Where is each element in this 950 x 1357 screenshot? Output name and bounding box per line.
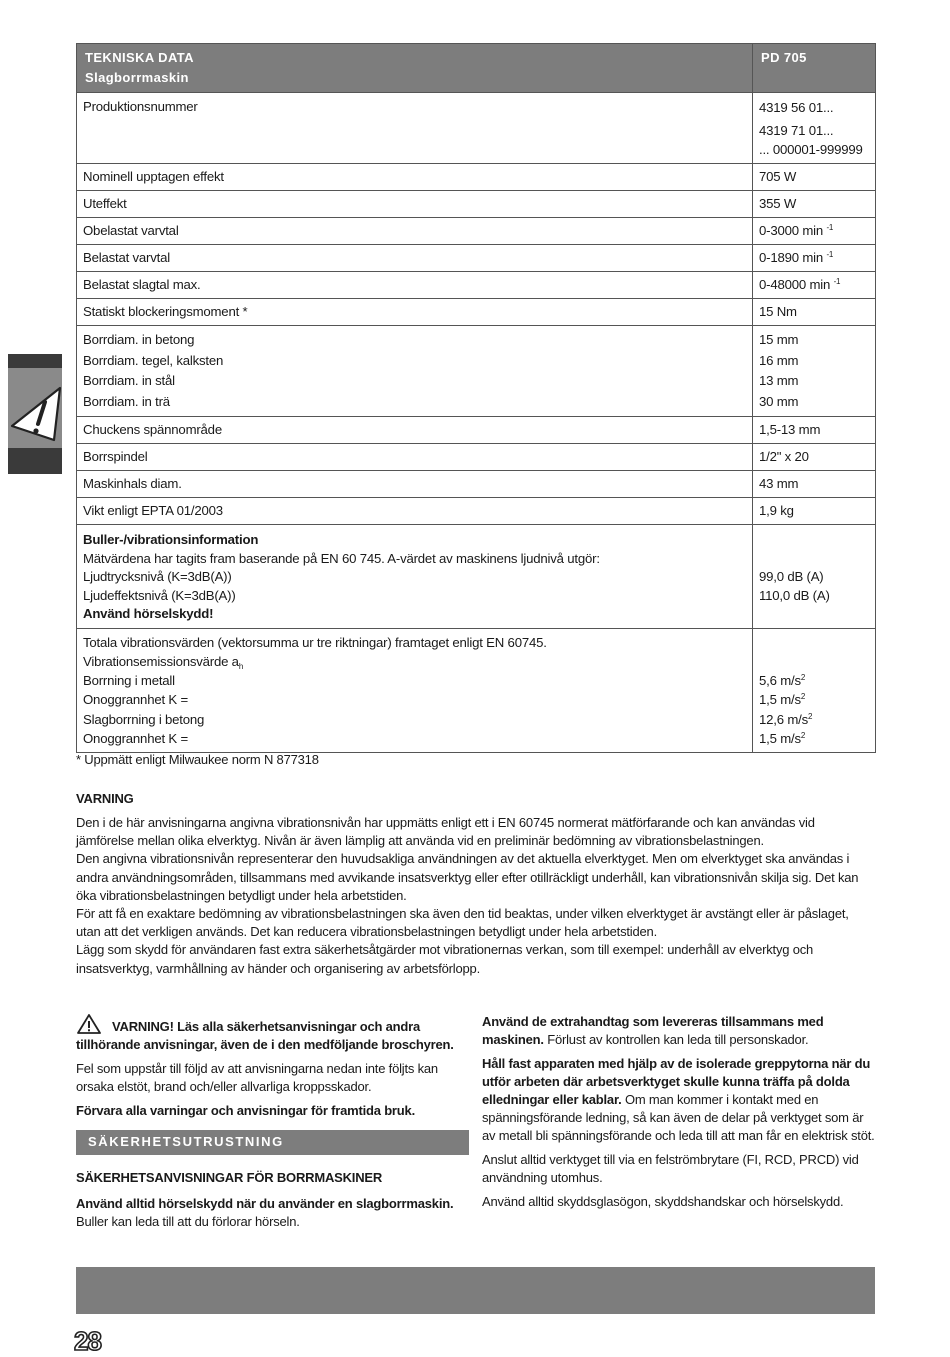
warning-icon — [76, 1013, 102, 1035]
vibration-intro: Totala vibrationsvärden (vektorsumma ur tre riktningar) framtaget enligt EN 60745. — [83, 634, 547, 650]
table-title: TEKNISKA DATA — [85, 50, 194, 65]
row-label: Vikt enligt EPTA 01/2003 — [77, 498, 753, 525]
unit-sup: -1 — [826, 223, 834, 232]
noise-power-value: 110,0 dB (A) — [759, 587, 830, 603]
bottom-bar — [76, 1267, 875, 1314]
varning-paragraph: Lägg som skydd för användaren fast extra säkerhetsåtgärder mot vibrationernas verkan, som till exempel: underhåll av elverktyg och insatsverktyg, varmhållning av händer och organisering av arbetsförlopp. — [76, 942, 814, 976]
vibration-value: 1,5 m/s — [759, 692, 801, 708]
table-row — [77, 299, 876, 326]
row-value: 13 mm — [759, 373, 799, 388]
row-value: 1,9 kg — [753, 498, 876, 525]
row-label: Borrdiam. tegel, kalksten — [83, 352, 224, 368]
row-value: 16 mm — [759, 352, 799, 368]
table-row — [77, 471, 876, 498]
table-row — [77, 444, 876, 471]
handle-text: Förlust av kontrollen kan leda till personskador. — [547, 1032, 809, 1047]
right-column — [482, 1013, 875, 1217]
unit-sup: -1 — [826, 250, 834, 259]
table-row — [77, 417, 876, 444]
varning-body — [76, 814, 876, 978]
row-value: 0-1890 min — [759, 250, 823, 265]
side-warning-tab — [8, 354, 62, 474]
ear-protection-bold: Använd alltid hörselskydd när du använder en slagborrmaskin. — [76, 1196, 454, 1211]
row-label: Uteffekt — [77, 191, 753, 218]
row-value: 4319 56 01... — [759, 100, 834, 115]
noise-title: Buller-/vibrationsinformation — [83, 532, 259, 547]
warning-triangle-icon — [8, 368, 62, 448]
varning-paragraph: Den angivna vibrationsnivån representerar den huvudsakliga användningen av det aktuella elverktyget. Men om elverktyget ska användas i andra användningsområden, tillsammans med avvikande insatsverktyg eller efter otillräckligt underhåll, kan vibrationsnivån skilja sig. Det kan öka vibrationsbelastningen betydligt under hela arbetstiden. — [76, 851, 859, 903]
warning-text: Fel som uppstår till följd av att anvisningarna nedan inte följts kan orsaka elstöt, brand och/eller allvarliga kroppsskador. — [76, 1061, 438, 1094]
row-value: 1/2" x 20 — [753, 444, 876, 471]
vibration-line: Borrning i metall — [83, 673, 175, 689]
row-label: Maskinhals diam. — [77, 471, 753, 498]
vibration-value: 12,6 m/s — [759, 711, 808, 727]
emission-sub: h — [238, 661, 244, 671]
unit-sup: -1 — [833, 277, 841, 286]
table-row — [77, 272, 876, 299]
warning-heading: VARNING! Läs alla säkerhetsanvisningar och andra tillhörande anvisningar, även de i den medföljande broschyren. — [76, 1019, 454, 1052]
row-value: ... 000001-999999 — [759, 142, 863, 157]
row-label: Statiskt blockeringsmoment * — [77, 299, 753, 326]
section-heading: SÄKERHETSUTRUSTNING — [76, 1130, 469, 1155]
vibration-row: Totala vibrationsvärden (vektorsumma ur tre riktningar) framtaget enligt EN 60745. Vibrationsemissionsvärde $a_h$ Borrning i metall Onoggrannhet K = Slagborrning i betong Onoggrannhet K = 5,6 $m/s^2$ 1,5 $m/s^2$ 12,6 $m/s^2$ 1,5 $m/s^2$ — [77, 628, 876, 753]
table-row — [77, 218, 876, 245]
table-subtitle: Slagborrmaskin — [85, 70, 189, 85]
noise-pressure-label: Ljudtrycksnivå (K=3dB(A)) — [83, 569, 232, 584]
noise-row — [77, 525, 876, 629]
vibration-line: Onoggrannhet K = — [83, 692, 188, 708]
noise-power-label: Ljudeffektsnivå (K=3dB(A)) — [83, 587, 236, 603]
row-value: 15 mm — [759, 332, 799, 347]
table-row — [77, 93, 876, 164]
vibration-emission-label: Vibrationsemissionsvärde a — [83, 653, 239, 669]
row-label: Obelastat varvtal — [77, 218, 753, 245]
keep-instructions: Förvara alla varningar och anvisningar för framtida bruk. — [76, 1103, 415, 1118]
vibration-line: Slagborrning i betong — [83, 711, 205, 727]
row-label: Produktionsnummer — [77, 93, 753, 164]
vibration-value: 1,5 m/s — [759, 730, 801, 746]
row-label: Nominell upptagen effekt — [77, 164, 753, 191]
row-value: 355 W — [753, 191, 876, 218]
table-row — [77, 498, 876, 525]
row-value: 0-48000 min — [759, 277, 831, 292]
row-label: Borrspindel — [77, 444, 753, 471]
row-value: 15 Nm — [753, 299, 876, 326]
row-label: Chuckens spännområde — [77, 417, 753, 444]
varning-title: VARNING — [76, 791, 134, 806]
left-column — [76, 1013, 469, 1237]
noise-pressure-value: 99,0 dB (A) — [759, 569, 824, 584]
table-row — [77, 191, 876, 218]
table-row — [77, 326, 876, 417]
page-number: 28 — [74, 1326, 101, 1356]
row-label: Borrdiam. in stål — [83, 373, 175, 388]
ppe-text: Använd alltid skyddsglasögon, skyddshandskar och hörselskydd. — [482, 1194, 844, 1209]
spec-table — [76, 43, 876, 753]
row-value: 43 mm — [753, 471, 876, 498]
footnote: * Uppmätt enligt Milwaukee norm N 877318 — [76, 752, 319, 767]
varning-paragraph: För att få en exaktare bedömning av vibrationsbelastningen ska även den tid beaktas, under vilken elverktyget är avstängt eller är påslaget, utan att det verkligen används. Det kan reducera vibrationsbelastningen betydligt under hela arbetstiden. — [76, 906, 849, 940]
noise-intro: Mätvärdena har tagits fram baserande på EN 60 745. A-värdet av maskinens ljudnivå utgör: — [83, 550, 600, 566]
row-value: 30 mm — [759, 393, 799, 409]
row-label: Belastat varvtal — [77, 245, 753, 272]
row-value: 705 W — [753, 164, 876, 191]
vibration-value: 5,6 m/s — [759, 673, 801, 689]
model-name: PD 705 — [753, 44, 876, 93]
row-value: 1,5-13 mm — [753, 417, 876, 444]
hearing-protection-note: Använd hörselskydd! — [83, 606, 214, 621]
row-label: Borrdiam. in trä — [83, 393, 170, 409]
grip-bold: Håll fast apparaten med hjälp av de isolerade greppytorna när du utför arbeten där arbetsverktyget skulle kunna träffa på dolda elledningar eller kablar. — [482, 1056, 871, 1107]
row-value: 0-3000 min — [759, 223, 823, 238]
grip-text: Om man kommer i kontakt med en spänningsförande ledning, så kan även de delar på verktyget som är av metall bli spänningsförande och leda till att man får en elektrisk stöt. — [482, 1092, 875, 1143]
row-value: 4319 71 01... — [759, 123, 834, 138]
ear-protection-text: Buller kan leda till att du förlorar hörseln. — [76, 1214, 300, 1229]
table-header-row — [77, 44, 876, 93]
handle-bold: Använd de extrahandtag som levereras tillsammans med maskinen. — [482, 1014, 824, 1047]
vibration-line: Onoggrannhet K = — [83, 730, 188, 746]
varning-paragraph: Den i de här anvisningarna angivna vibrationsnivån har uppmätts enligt ett i EN 60745 normerat mätförfarande och kan användas vid jämförelse mellan olika elverktyg. Nivån är även lämplig att använda vid en preliminär bedömning av vibrationsbelastningen. — [76, 815, 815, 849]
subsection-heading: SÄKERHETSANVISNINGAR FÖR BORRMASKINER — [76, 1170, 383, 1185]
row-label: Belastat slagtal max. — [77, 272, 753, 299]
row-label: Borrdiam. in betong — [83, 332, 195, 347]
rcd-text: Anslut alltid verktyget till via en felströmbrytare (FI, RCD, PRCD) vid användning utomhus. — [482, 1152, 859, 1185]
table-row — [77, 164, 876, 191]
table-row — [77, 245, 876, 272]
